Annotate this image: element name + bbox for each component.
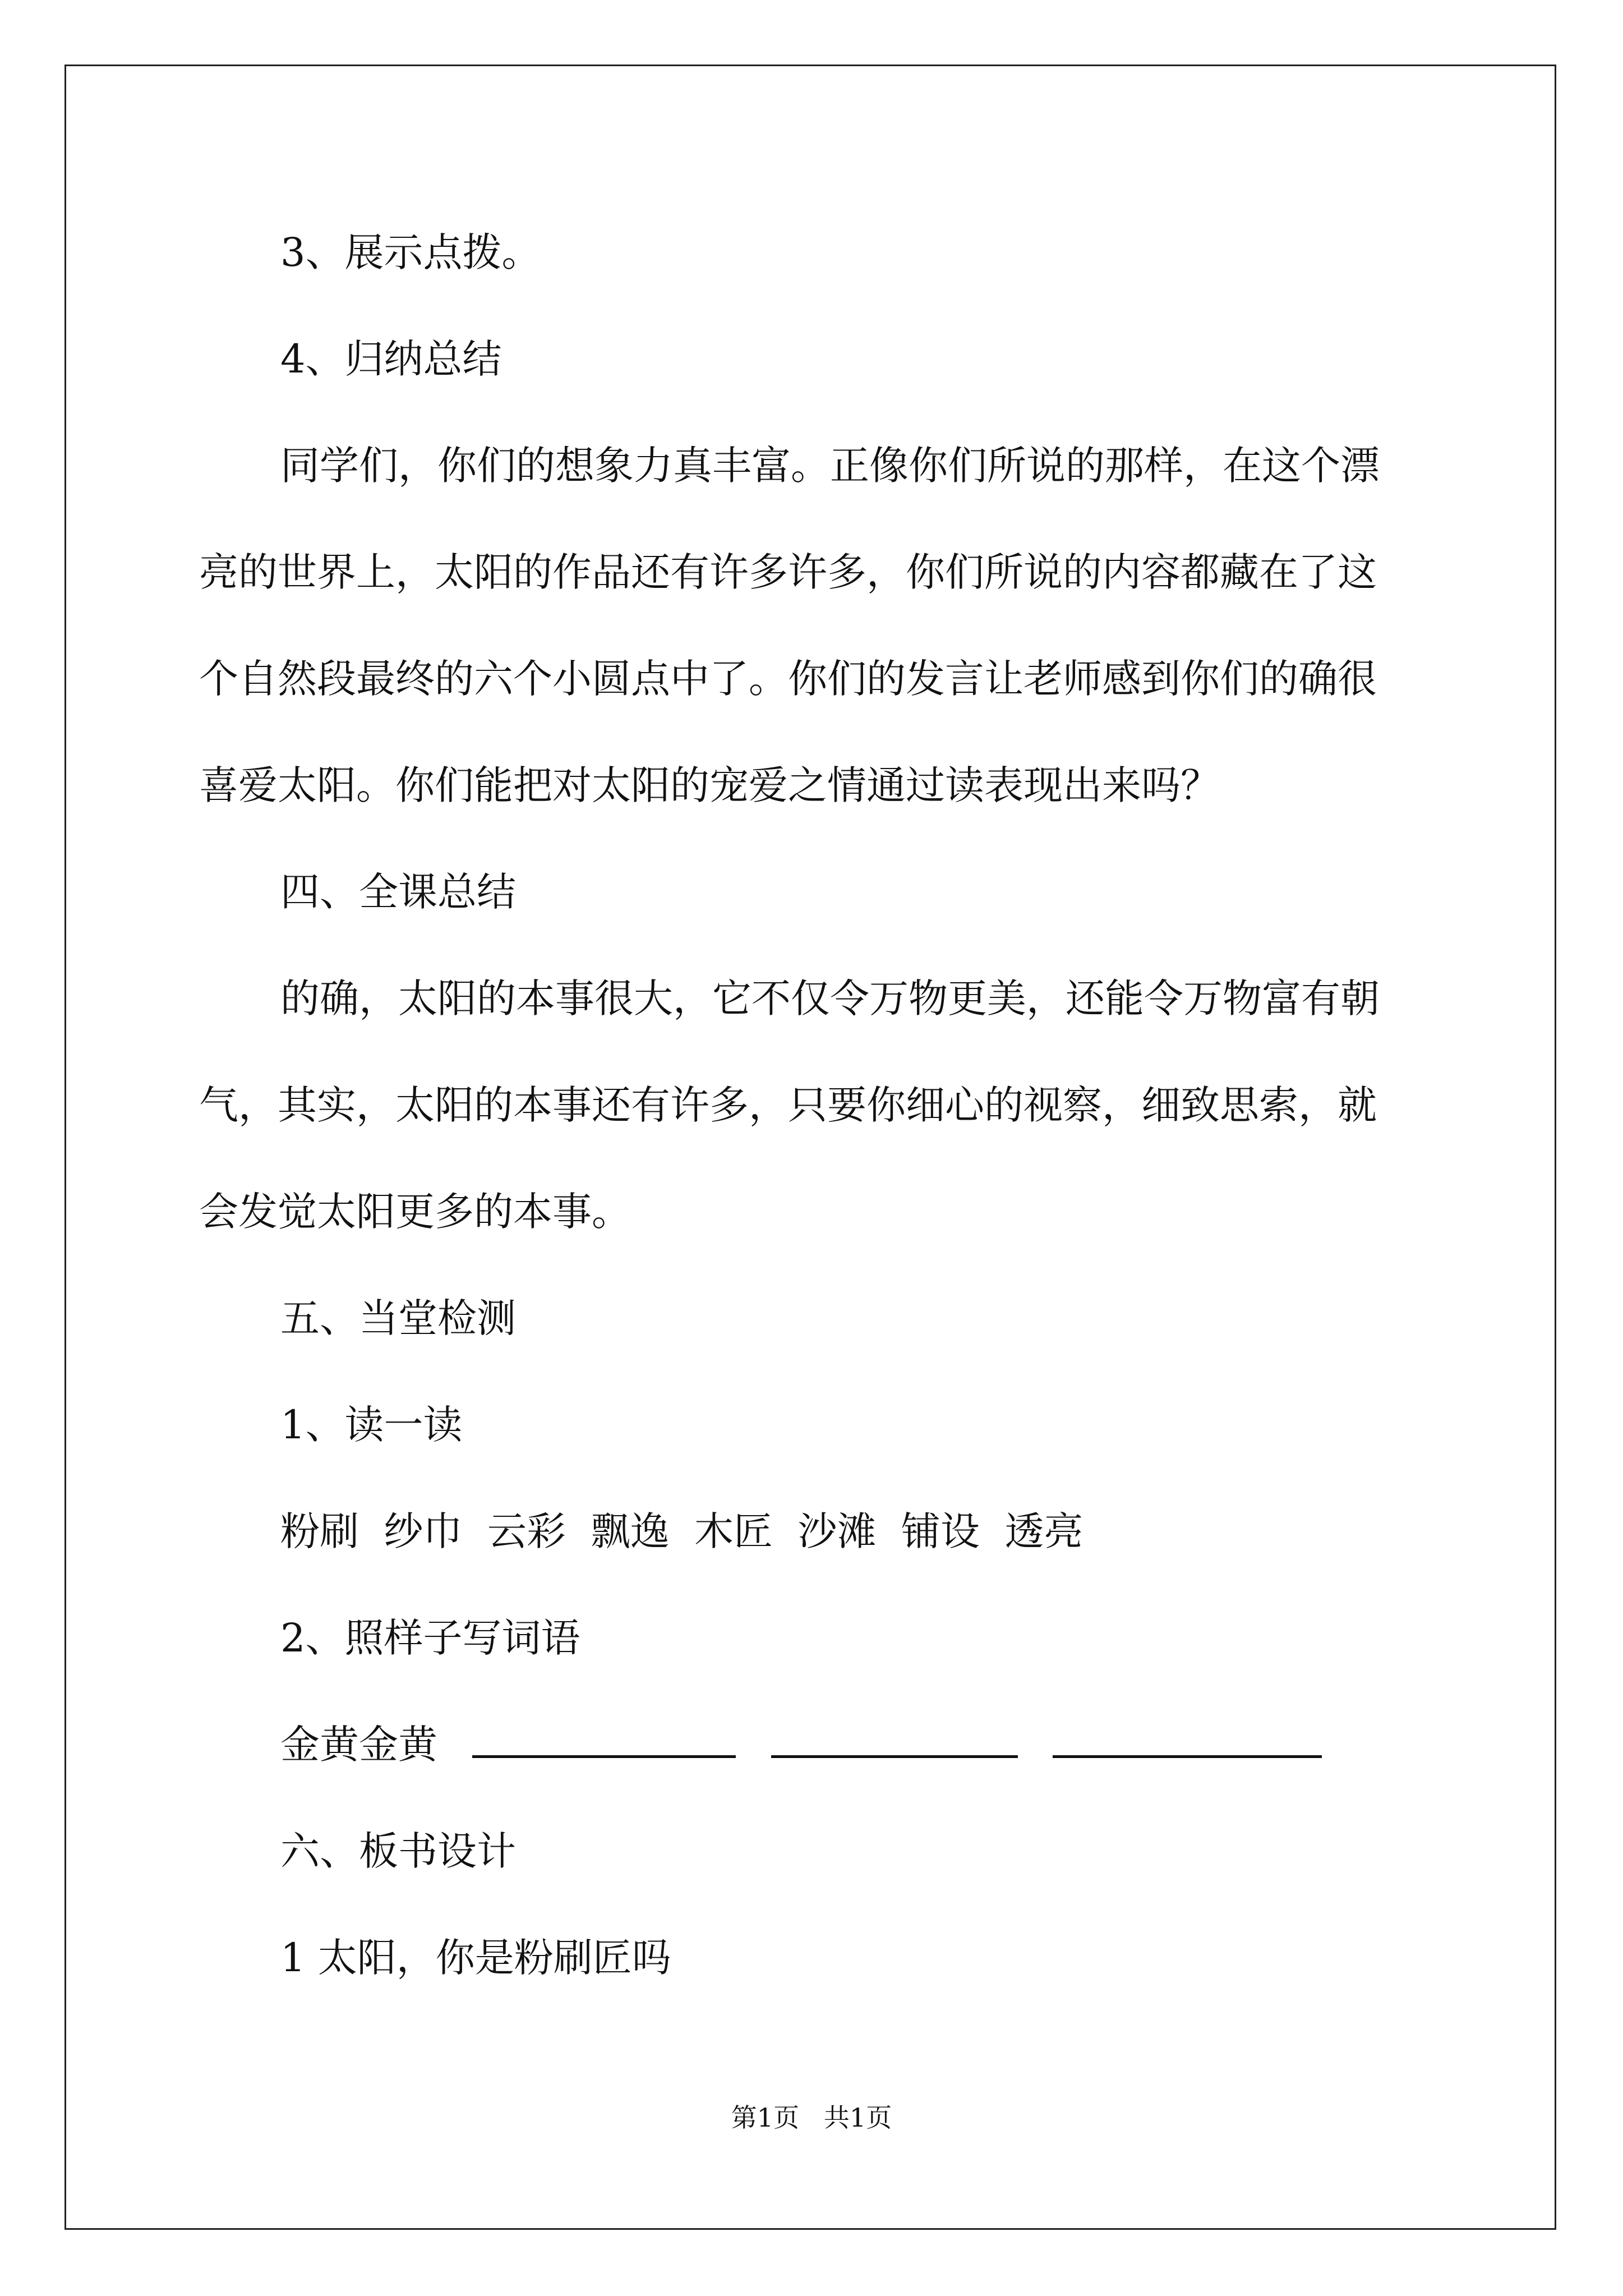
answer-blank[interactable] [771,1731,1018,1758]
paragraph-line: 个自然段最终的六个小圆点中了。你们的发言让老师感到你们的确很 [199,656,1377,702]
step-3-heading: 3、展示点拨。 [280,229,541,275]
answer-blank[interactable] [472,1731,736,1758]
paragraph-line: 气，其实，太阳的本事还有许多，只要你细心的视察，细致思索，就 [199,1082,1377,1128]
exercise-1-heading: 1、读一读 [280,1402,463,1448]
section-5-heading: 五、当堂检测 [280,1295,516,1341]
step-4-heading: 4、归纳总结 [280,336,502,382]
word-list: 粉刷 纱巾 云彩 飘逸 木匠 沙滩 铺设 透亮 [280,1508,1083,1554]
board-design-title: 1 太阳，你是粉刷匠吗 [280,1935,671,1981]
example-word: 金黄金黄 [280,1722,437,1768]
paragraph-line: 同学们，你们的想象力真丰富。正像你们所说的那样，在这个漂 [280,443,1380,489]
answer-blank[interactable] [1053,1731,1322,1758]
paragraph-line: 喜爱太阳。你们能把对太阳的宠爱之情通过读表现出来吗？ [199,762,1220,808]
section-6-heading: 六、板书设计 [280,1828,516,1874]
paragraph-line: 的确，太阳的本事很大，它不仅令万物更美，还能令万物富有朝 [280,976,1380,1022]
example-word-row [280,1719,1322,1770]
paragraph-line: 会发觉太阳更多的本事。 [199,1189,631,1235]
paragraph-line: 亮的世界上，太阳的作品还有许多许多，你们所说的内容都藏在了这 [199,549,1377,595]
page-border [64,65,1556,2230]
exercise-2-heading: 2、照样子写词语 [280,1615,580,1661]
page-number: 第1页 共1页 [731,2102,892,2133]
section-4-heading: 四、全课总结 [280,869,516,915]
